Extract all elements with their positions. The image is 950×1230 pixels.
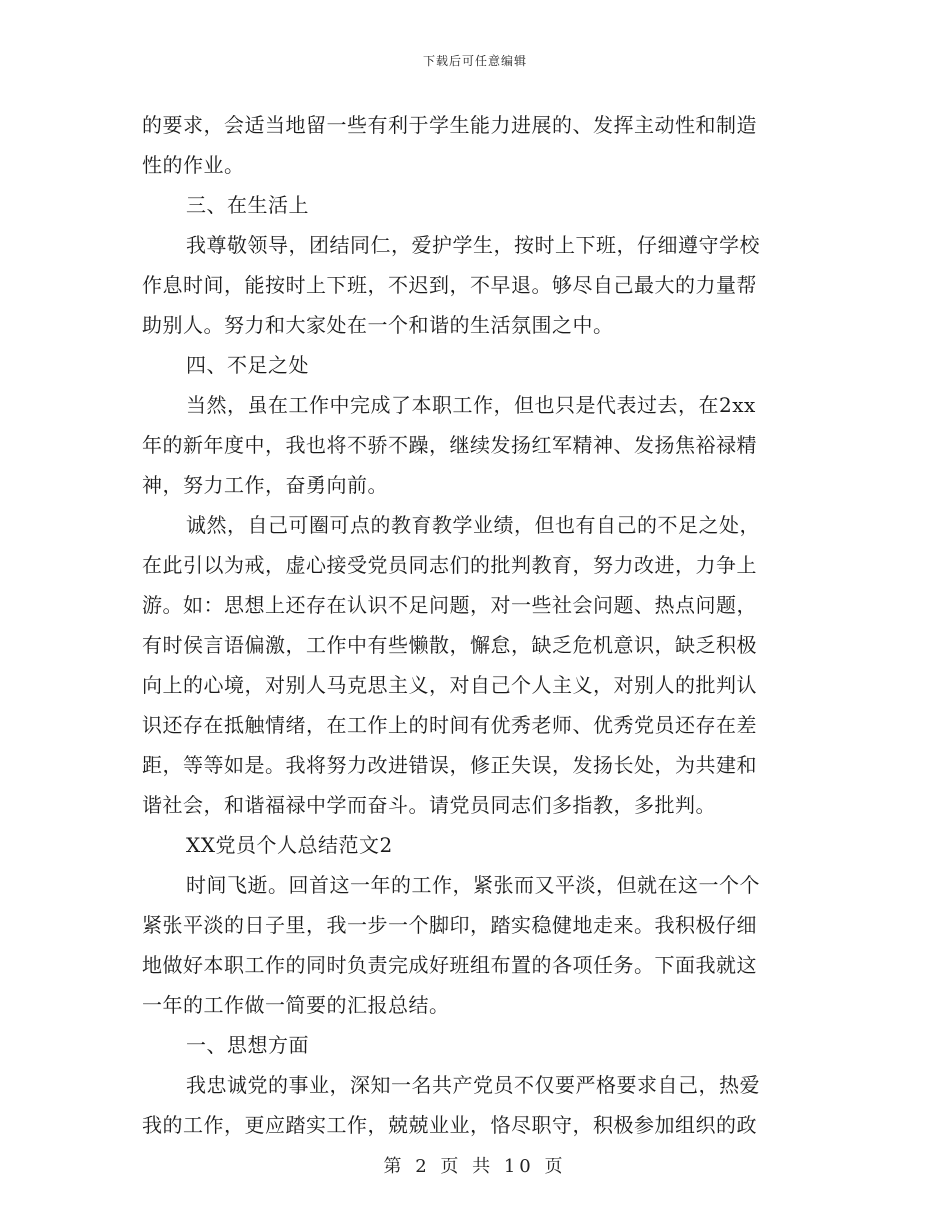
body-line: 游。如：思想上还存在认识不足问题，对一些社会问题、热点问题， — [142, 593, 757, 617]
body-line: 地做好本职工作的同时负责完成好班组布置的各项任务。下面我就这 — [142, 953, 757, 977]
body-line: 向上的心境，对别人马克思主义，对自己个人主义，对别人的批判认 — [142, 673, 757, 697]
body-line: 作息时间，能按时上下班，不迟到，不早退。够尽自己最大的力量帮 — [142, 273, 757, 297]
body-line: 当然，虽在工作中完成了本职工作，但也只是代表过去，在2xx — [186, 393, 756, 417]
body-line: 神，努力工作，奋勇向前。 — [142, 473, 388, 497]
body-line: 一年的工作做一简要的汇报总结。 — [142, 993, 450, 1017]
section-heading: 三、在生活上 — [186, 193, 309, 217]
body-line: 距，等等如是。我将努力改进错误，修正失误，发扬长处，为共建和 — [142, 753, 757, 777]
body-line: 时间飞逝。回首这一年的工作，紧张而又平淡，但就在这一个个 — [186, 873, 760, 897]
page-header: 下载后可任意编辑 — [422, 54, 527, 68]
body-line: 助别人。努力和大家处在一个和谐的生活氛围之中。 — [142, 313, 614, 337]
body-line: 识还存在抵触情绪，在工作上的时间有优秀老师、优秀党员还存在差 — [142, 713, 757, 737]
article-title: XX党员个人总结范文2 — [186, 833, 393, 857]
document-body — [142, 105, 800, 1145]
body-line: 我的工作，更应踏实工作，兢兢业业，恪尽职守，积极参加组织的政 — [142, 1113, 757, 1137]
body-line: 的要求，会适当地留一些有利于学生能力进展的、发挥主动性和制造 — [142, 113, 757, 137]
section-heading: 四、不足之处 — [186, 353, 309, 377]
body-line: 性的作业。 — [142, 153, 245, 177]
body-line: 在此引以为戒，虚心接受党员同志们的批判教育，努力改进，力争上 — [142, 553, 757, 577]
body-line: 我忠诚党的事业，深知一名共产党员不仅要严格要求自己，热爱 — [186, 1073, 760, 1097]
body-line: 谐社会，和谐福禄中学而奋斗。请党员同志们多指教，多批判。 — [142, 793, 716, 817]
section-heading: 一、思想方面 — [186, 1033, 309, 1057]
body-line: 有时侯言语偏激，工作中有些懒散，懈怠，缺乏危机意识，缺乏积极 — [142, 633, 757, 657]
body-line: 年的新年度中，我也将不骄不躁，继续发扬红军精神、发扬焦裕禄精 — [142, 433, 757, 457]
body-line: 我尊敬领导，团结同仁，爱护学生，按时上下班，仔细遵守学校 — [186, 233, 760, 257]
body-line: 诚然，自己可圈可点的教育教学业绩，但也有自己的不足之处， — [186, 513, 760, 537]
body-line: 紧张平淡的日子里，我一步一个脚印，踏实稳健地走来。我积极仔细 — [142, 913, 757, 937]
page-number: 第 2 页 共 10 页 — [383, 1156, 567, 1177]
